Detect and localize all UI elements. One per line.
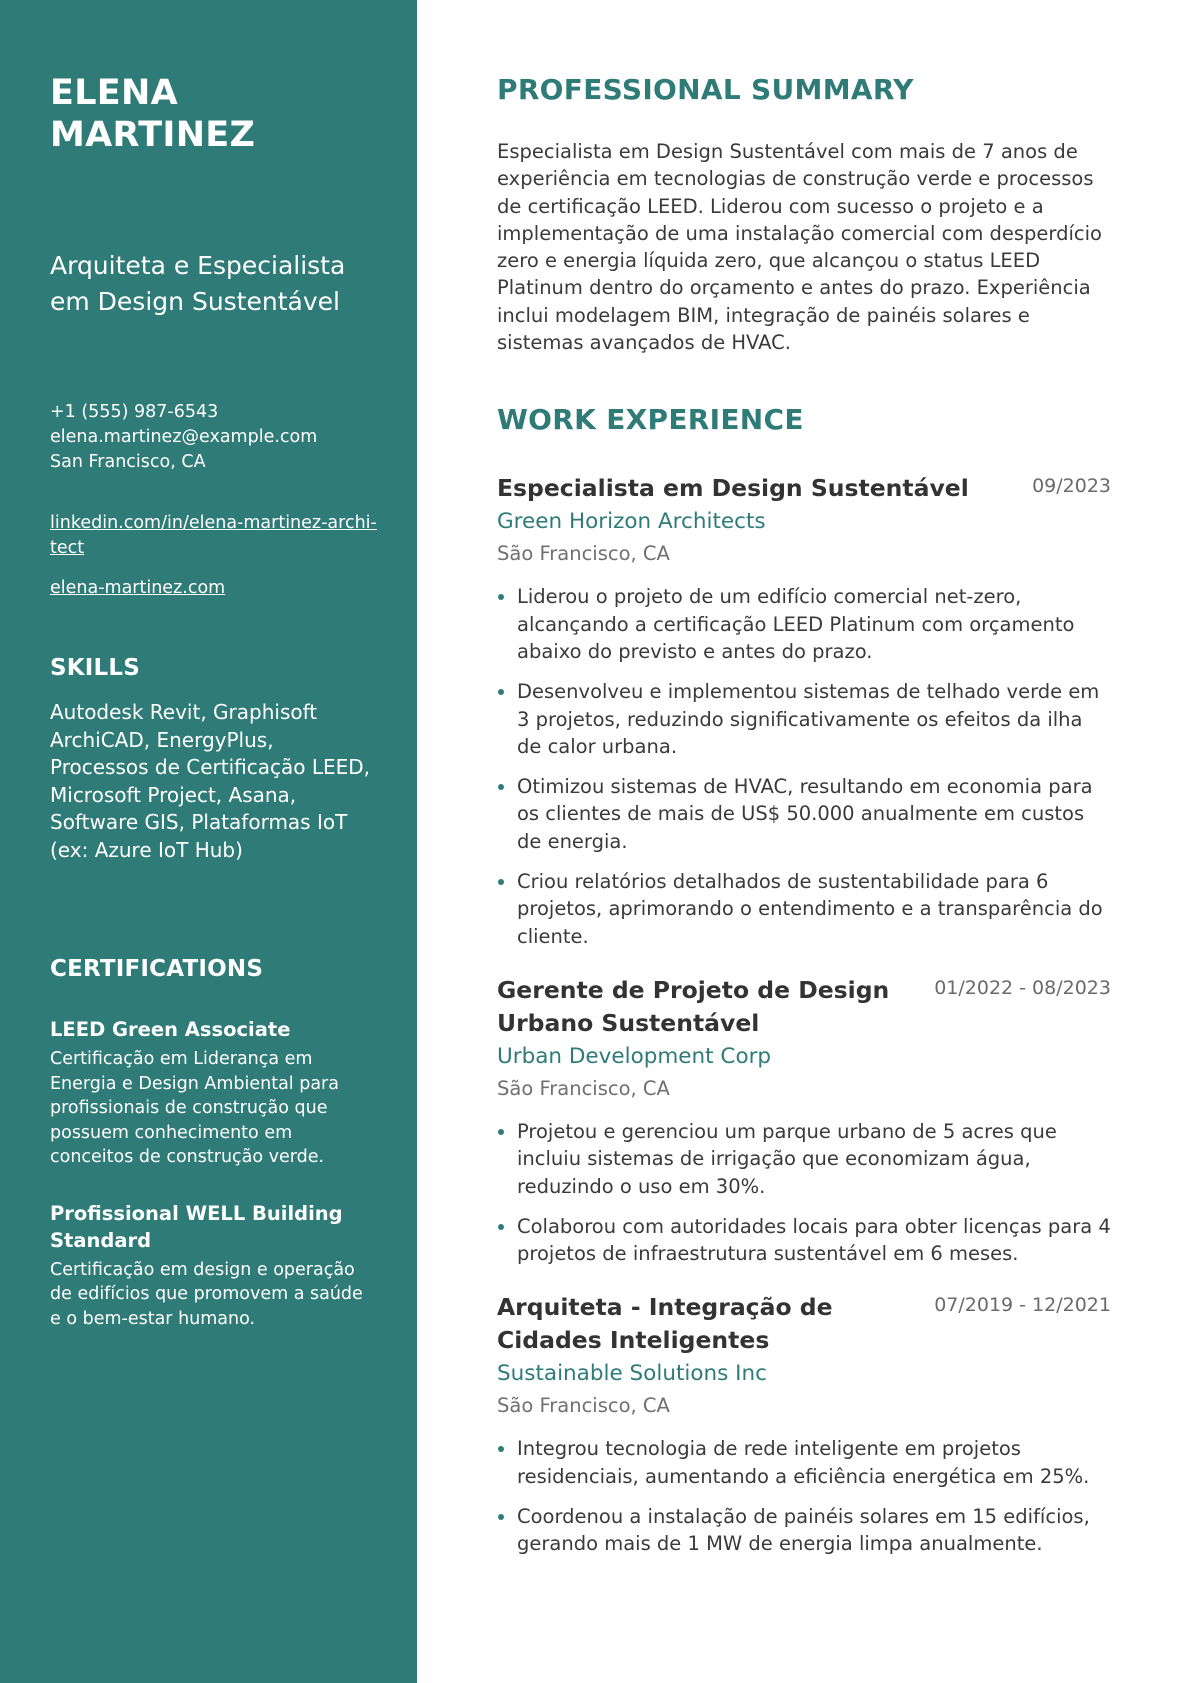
certification-title: Profissional WELL Building Standard bbox=[50, 1201, 343, 1252]
job-location: São Francisco, CA bbox=[497, 1076, 670, 1100]
job-header bbox=[497, 974, 1111, 1040]
contact-info bbox=[50, 400, 377, 475]
bullet-item: Criou relatórios detalhados de sustentabilidade para 6 projetos, aprimorando o entendimento e a transparência do cliente. bbox=[497, 868, 1111, 950]
job-location: São Francisco, CA bbox=[497, 542, 670, 566]
candidate-role: Arquiteta e Especialista em Design Sustentável bbox=[50, 251, 346, 316]
bullet-item: Otimizou sistemas de HVAC, resultando em economia para os clientes de mais de US$ 50.000 anualmente em custos de energia. bbox=[497, 773, 1111, 855]
website-link[interactable]: elena-martinez.com bbox=[50, 578, 226, 598]
job-location: São Francisco, CA bbox=[497, 1394, 670, 1418]
job-entry bbox=[497, 1291, 1111, 1557]
job-title: Arquiteta - Integração de Cidades Inteligentes bbox=[497, 1293, 833, 1355]
company-name: Urban Development Corp bbox=[497, 1043, 772, 1069]
bullet-item: Coordenou a instalação de painéis solares em 15 edifícios, gerando mais de 1 MW de energia limpa anualmente. bbox=[497, 1503, 1111, 1558]
bullet-item: Colaborou com autoridades locais para obter licenças para 4 projetos de infraestrutura sustentável em 6 meses. bbox=[497, 1213, 1111, 1268]
certification-title: LEED Green Associate bbox=[50, 1018, 291, 1041]
bullet-item: Desenvolveu e implementou sistemas de telhado verde em 3 projetos, reduzindo significativamente os efeitos da ilha de calor urbana. bbox=[497, 678, 1111, 760]
skills-list: Autodesk Revit, Graphisoft ArchiCAD, EnergyPlus, Processos de Certificação LEED, Microsoft Project, Asana, Software GIS, Plataformas IoT (ex: Azure IoT Hub) bbox=[50, 700, 370, 862]
job-bullets bbox=[497, 1435, 1111, 1557]
phone-number: +1 (555) 987-6543 bbox=[50, 402, 219, 422]
job-entry bbox=[497, 472, 1111, 950]
work-experience-heading: WORK EXPERIENCE bbox=[497, 403, 804, 437]
job-entry bbox=[497, 974, 1111, 1267]
bullet-item: Integrou tecnologia de rede inteligente em projetos residenciais, aumentando a eficiência energética em 25%. bbox=[497, 1435, 1111, 1490]
skills-heading: SKILLS bbox=[50, 655, 141, 681]
job-date: 09/2023 bbox=[1032, 475, 1111, 498]
email-address: elena.martinez@example.com bbox=[50, 427, 318, 447]
bullet-item: Projetou e gerenciou um parque urbano de 5 acres que incluiu sistemas de irrigação que economizam água, reduzindo o uso em 30%. bbox=[497, 1118, 1111, 1200]
job-header bbox=[497, 1291, 1111, 1357]
company-name: Sustainable Solutions Inc bbox=[497, 1361, 767, 1387]
company-name: Green Horizon Architects bbox=[497, 509, 766, 535]
job-bullets bbox=[497, 1118, 1111, 1267]
job-date: 07/2019 - 12/2021 bbox=[934, 1294, 1111, 1317]
job-bullets bbox=[497, 583, 1111, 950]
sidebar bbox=[0, 0, 417, 1683]
summary-heading: PROFESSIONAL SUMMARY bbox=[497, 73, 914, 106]
job-title: Gerente de Projeto de Design Urbano Sustentável bbox=[497, 975, 890, 1037]
summary-text: Especialista em Design Sustentável com mais de 7 anos de experiência em tecnologias de construção verde e processos de certificação LEED. Liderou com sucesso o projeto e a implementação de uma instalação comercial com desperdício zero e energia líquida zero, que alcançou o status LEED Platinum dentro do orçamento e antes do prazo. Experiência inclui modelagem BIM, integração de painéis solares e sistemas avançados de HVAC. bbox=[497, 140, 1102, 355]
job-title: Especialista em Design Sustentável bbox=[497, 474, 969, 503]
location: San Francisco, CA bbox=[50, 452, 206, 472]
linkedin-link[interactable]: linkedin.com/in/elena-martinez-archi-tect bbox=[50, 513, 377, 558]
job-header bbox=[497, 472, 1111, 505]
bullet-item: Liderou o projeto de um edifício comercial net-zero, alcançando a certificação LEED Platinum com orçamento abaixo do previsto e antes do prazo. bbox=[497, 583, 1111, 665]
certifications-heading: CERTIFICATIONS bbox=[50, 956, 264, 982]
certification-item bbox=[50, 1016, 377, 1170]
certification-description: Certificação em Liderança em Energia e Design Ambiental para profissionais de construção que possuem conhecimento em conceitos de construção verde. bbox=[50, 1049, 339, 1167]
job-date: 01/2022 - 08/2023 bbox=[934, 976, 1111, 999]
links bbox=[50, 511, 377, 601]
main-content bbox=[417, 0, 1190, 1683]
certification-description: Certificação em design e operação de edifícios que promovem a saúde e o bem-estar humano. bbox=[50, 1259, 363, 1329]
certification-item bbox=[50, 1200, 377, 1332]
candidate-name: ELENA MARTINEZ bbox=[50, 73, 256, 155]
